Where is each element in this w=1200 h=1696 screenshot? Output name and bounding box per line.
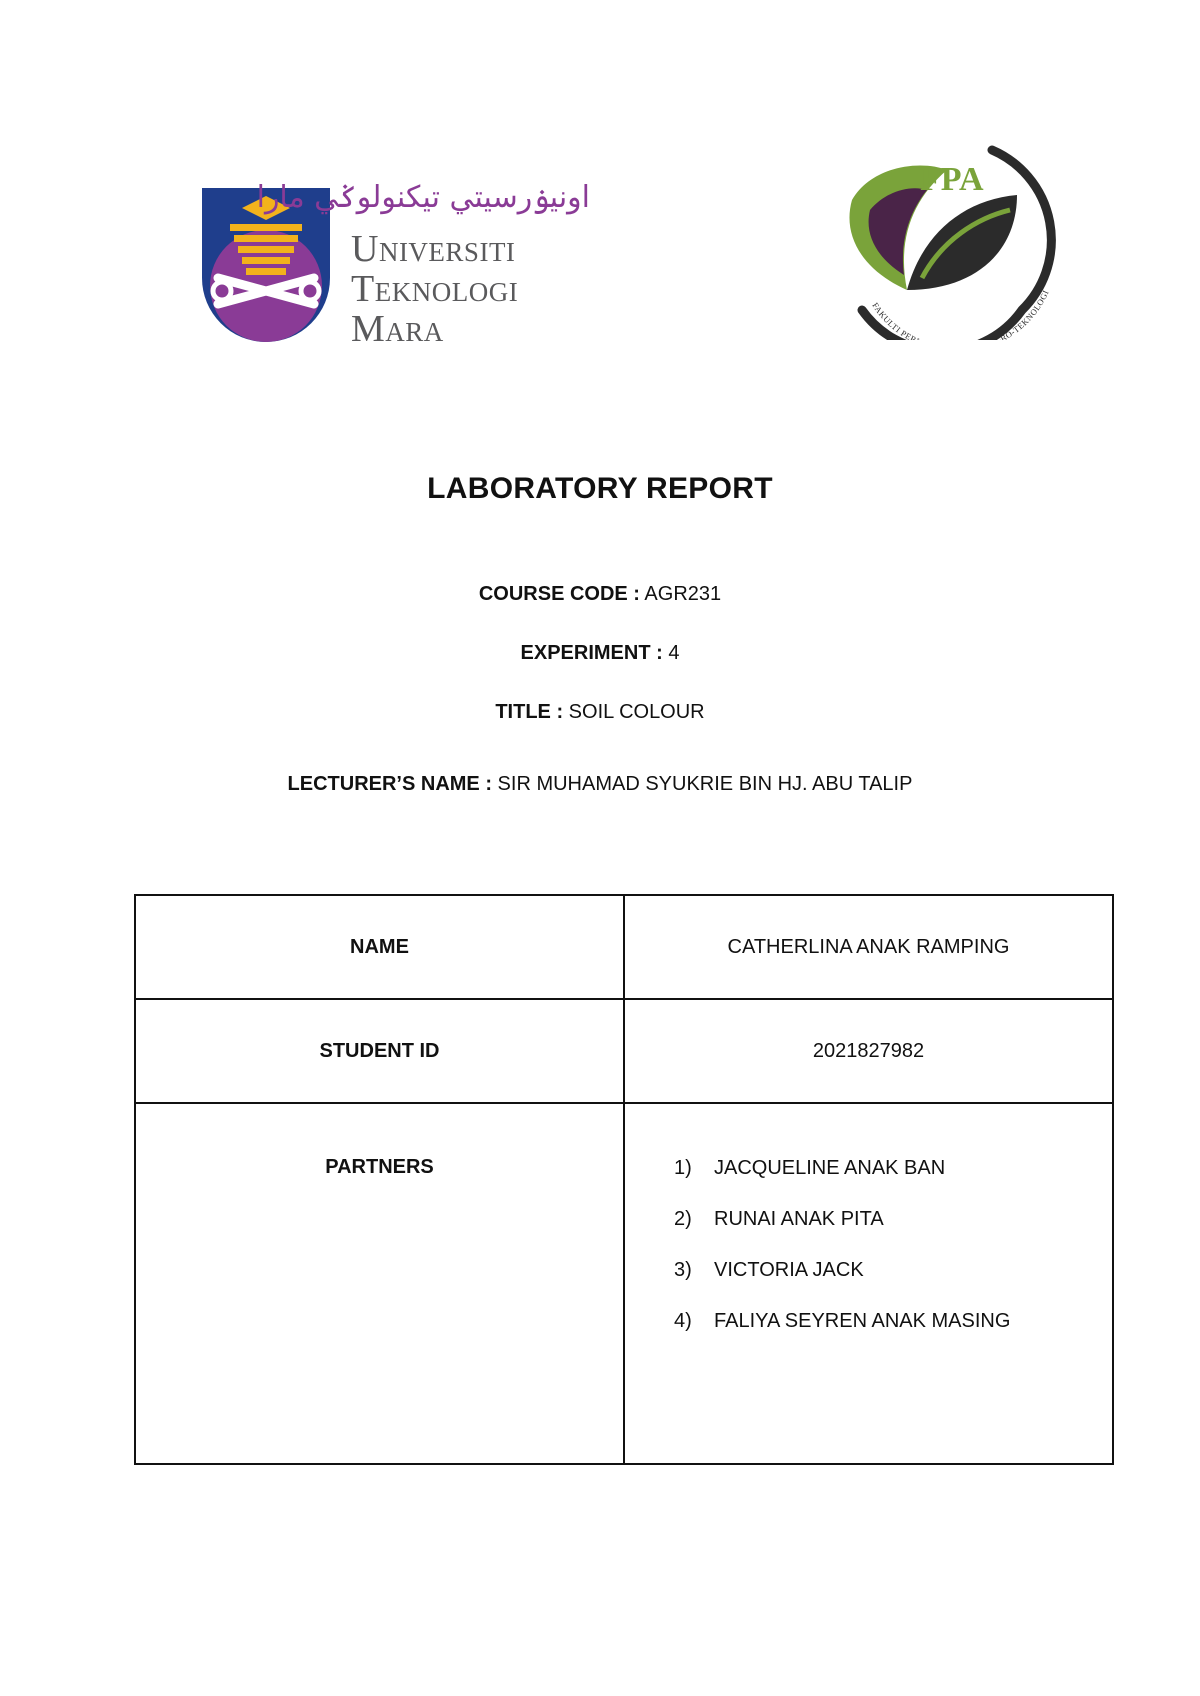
student-info-table xyxy=(134,894,1114,1465)
uitm-jawi-text: اونيۏرسيتي تيكنولوݢي مارا xyxy=(256,180,590,215)
partners-label xyxy=(135,1103,624,1464)
course-code-line xyxy=(0,583,1200,606)
student-id-label: STUDENT ID xyxy=(135,999,624,1103)
fpa-acronym: FPA xyxy=(920,161,984,198)
partners-cell xyxy=(624,1103,1113,1464)
list-item xyxy=(674,1259,1111,1310)
partner-name: JACQUELINE ANAK BAN xyxy=(714,1157,946,1179)
experiment-label: EXPERIMENT : xyxy=(520,642,663,664)
list-item xyxy=(674,1208,1111,1259)
fpa-logo xyxy=(842,140,1064,340)
title-label: TITLE : xyxy=(495,701,564,723)
uitm-name-line-1: Universiti xyxy=(351,228,516,270)
experiment-value: 4 xyxy=(668,642,680,664)
lecturer-line xyxy=(0,773,1200,796)
list-item xyxy=(674,1310,1111,1361)
partner-number: 3) xyxy=(674,1259,692,1281)
partner-number: 4) xyxy=(674,1310,692,1332)
course-code-label: COURSE CODE : xyxy=(478,583,640,605)
experiment-line xyxy=(0,642,1200,665)
partner-name: VICTORIA JACK xyxy=(714,1259,864,1281)
table-row xyxy=(135,1103,1113,1464)
partner-number: 2) xyxy=(674,1208,692,1230)
list-item xyxy=(674,1157,1111,1208)
name-label: NAME xyxy=(135,895,624,999)
table-row xyxy=(135,999,1113,1103)
table-row xyxy=(135,895,1113,999)
student-id-value: 2021827982 xyxy=(624,999,1113,1103)
title-value: SOIL COLOUR xyxy=(568,701,705,723)
fpa-leaf-logo-icon xyxy=(842,140,1064,340)
lecturer-label: LECTURER’S NAME : xyxy=(287,773,492,795)
uitm-name-line-2: Teknologi xyxy=(351,268,519,310)
report-title-line xyxy=(0,701,1200,724)
partner-number: 1) xyxy=(674,1157,692,1179)
partner-name: FALIYA SEYREN ANAK MASING xyxy=(714,1310,1011,1332)
partner-name: RUNAI ANAK PITA xyxy=(714,1208,884,1230)
uitm-name-line-3: Mara xyxy=(351,308,444,350)
course-code-value: AGR231 xyxy=(644,583,722,605)
lecturer-value: SIR MUHAMAD SYUKRIE BIN HJ. ABU TALIP xyxy=(497,773,913,795)
name-value: CATHERLINA ANAK RAMPING xyxy=(624,895,1113,999)
partners-label-text: PARTNERS xyxy=(325,1156,434,1178)
partners-list xyxy=(626,1105,1111,1361)
report-title: LABORATORY REPORT xyxy=(427,472,773,505)
uitm-logo xyxy=(200,180,590,350)
fpa-ring-text: FAKULTI PER RO-TEKNOLOGI xyxy=(870,288,1051,340)
